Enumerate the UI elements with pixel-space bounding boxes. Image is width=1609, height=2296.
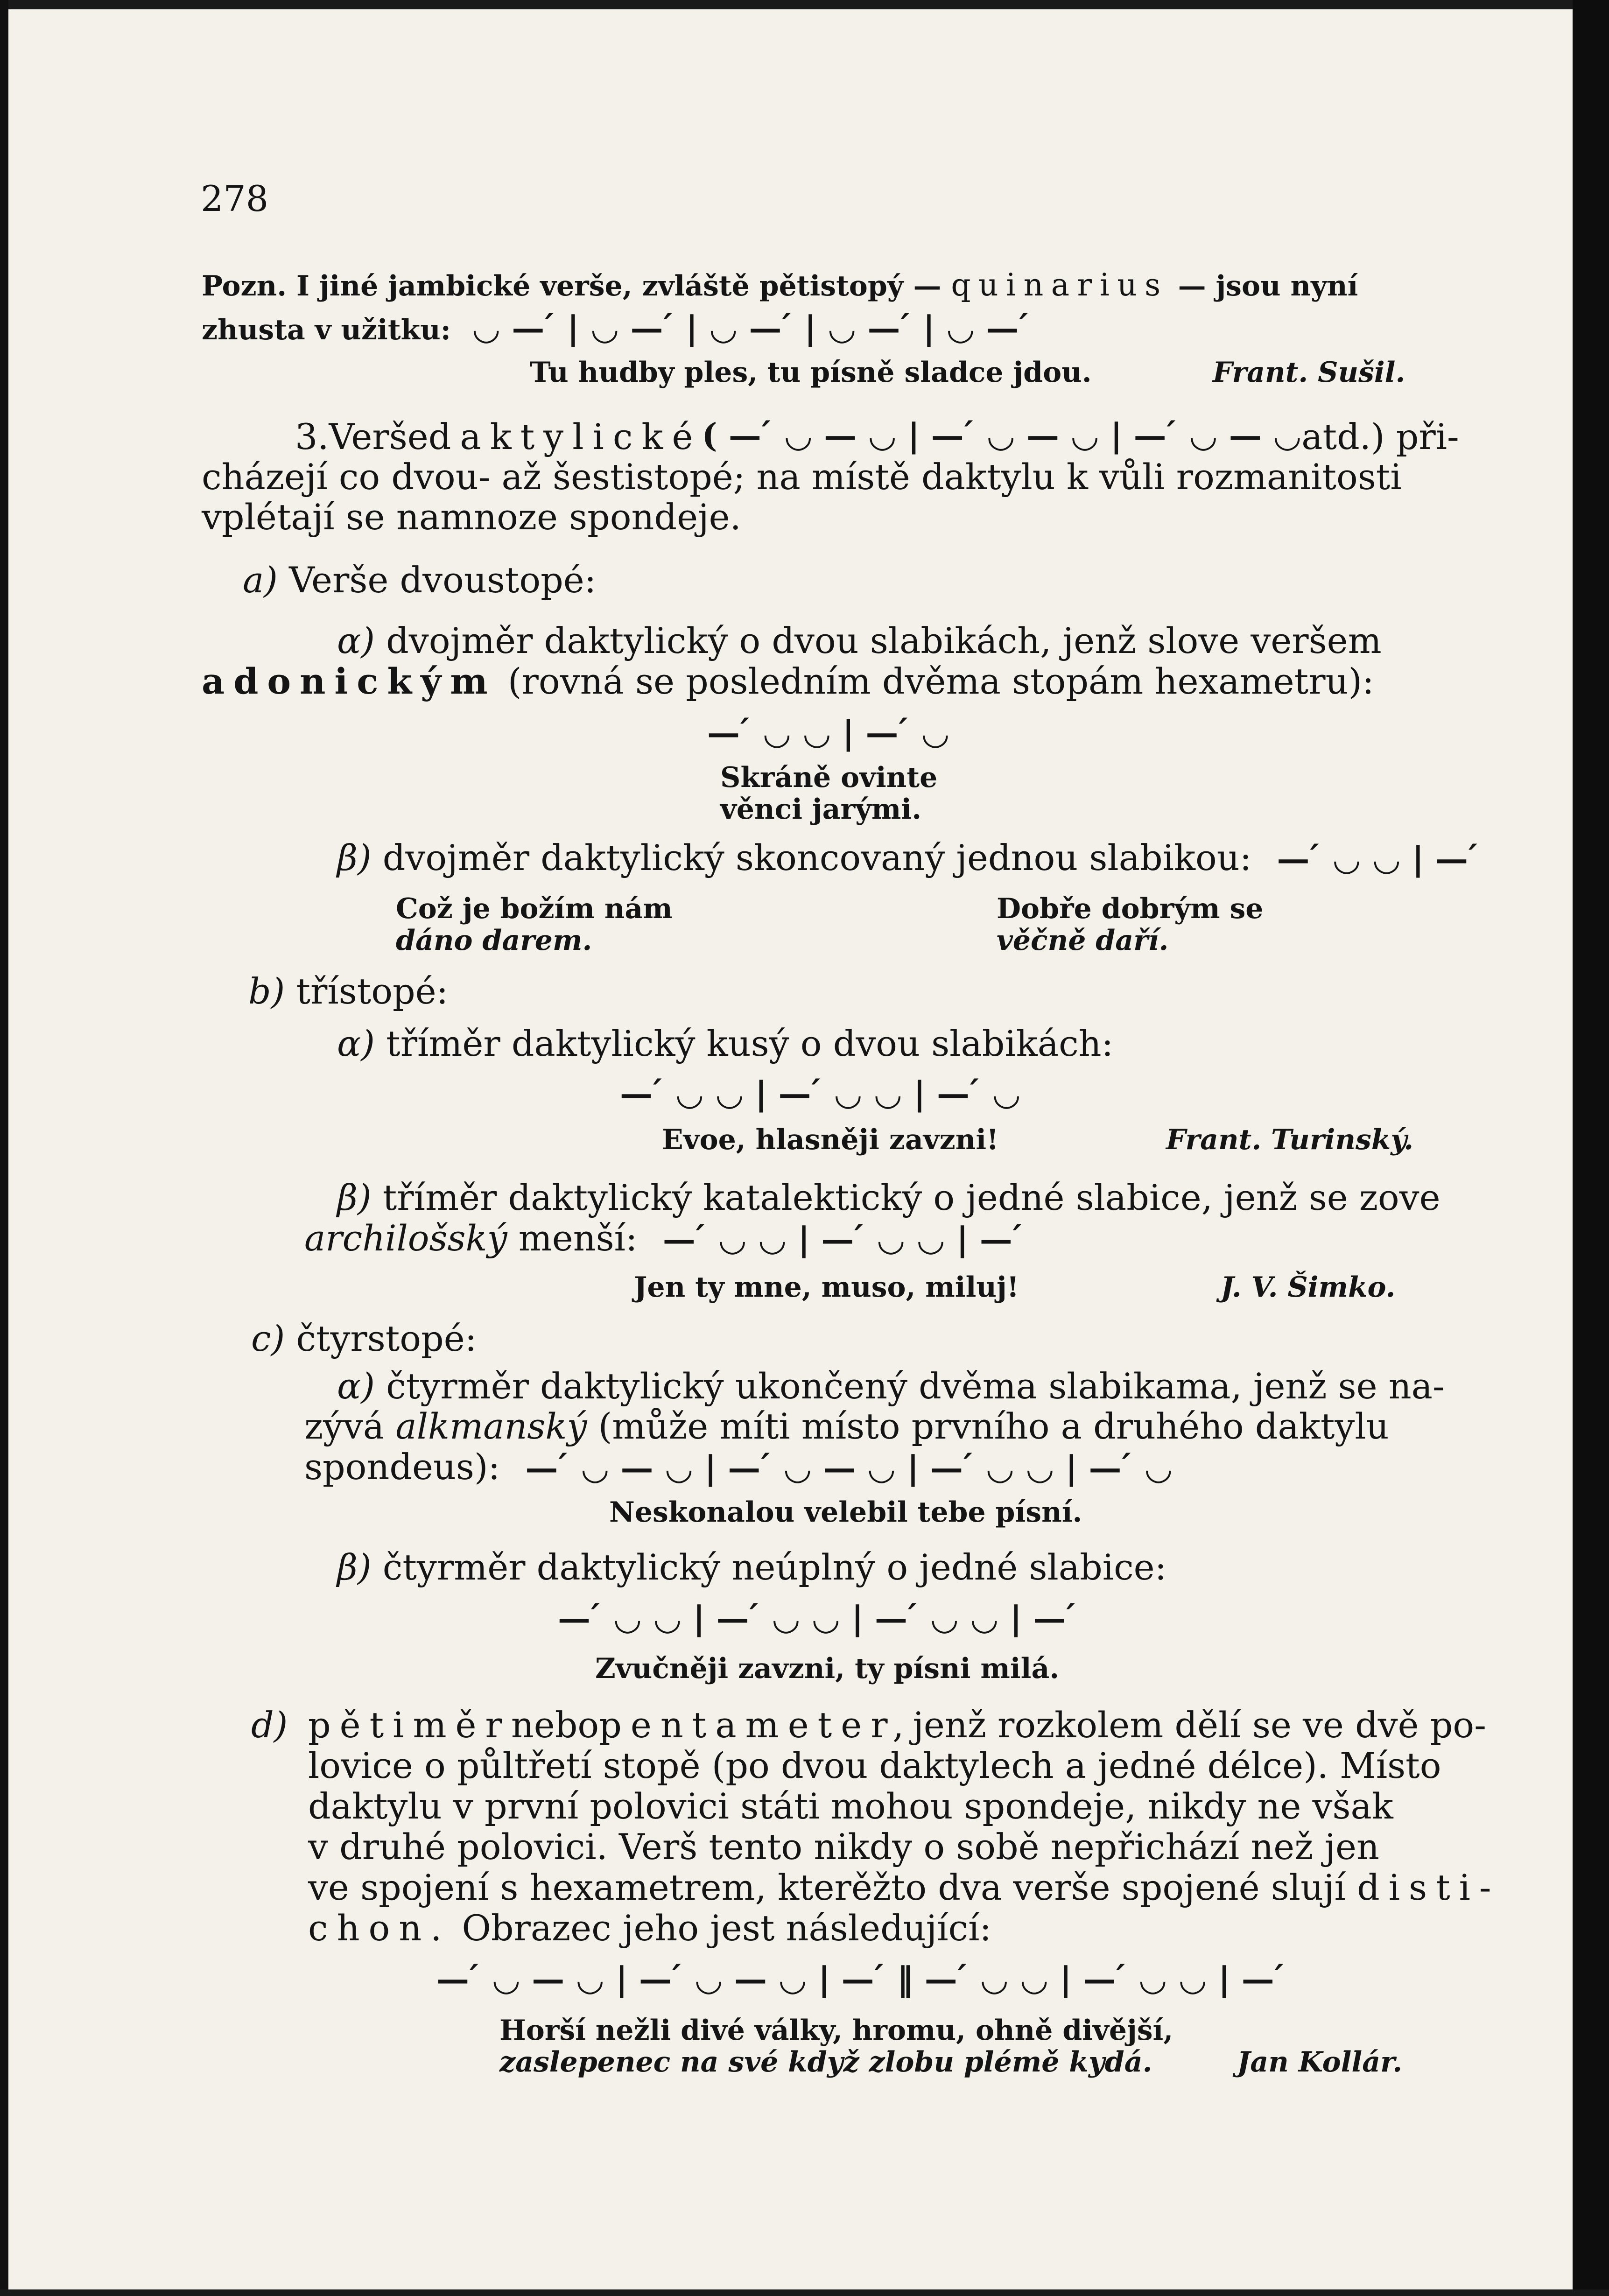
a-alpha-line-1 bbox=[337, 620, 1382, 661]
d-line-6 bbox=[308, 1907, 992, 1949]
c-title: čtyrstopé: bbox=[296, 1318, 477, 1359]
b-beta-text-1: tříměr daktylický katalektický o jedné slabice, jenž se zove bbox=[382, 1177, 1440, 1218]
d-example-1: Horší nežli divé války, hromu, ohně divější, bbox=[499, 2014, 1173, 2047]
c-alpha-line-1 bbox=[337, 1365, 1445, 1407]
c-beta-meter: — ́ ◡ ◡ | — ́ ◡ ◡ | — ́ ◡ ◡ | — ́ bbox=[558, 1599, 1077, 1637]
a-alpha-text-1: dvojměr daktylický o dvou slabikách, jenž slove veršem bbox=[386, 620, 1382, 661]
a-title: Verše dvoustopé: bbox=[289, 559, 597, 601]
d-label: d) bbox=[251, 1704, 288, 1746]
b-beta-example: Jen ty mne, muso, miluj! bbox=[634, 1271, 1019, 1304]
d-line-5 bbox=[308, 1867, 1500, 1908]
note-text-1b: — jsou nyní bbox=[1178, 270, 1358, 302]
d-text-6: Obrazec jeho jest následující: bbox=[462, 1907, 992, 1949]
c-alpha-text-1: čtyrměr daktylický ukončený dvěma slabikama, jenž se na- bbox=[386, 1365, 1445, 1407]
scan-border-top bbox=[0, 0, 1609, 9]
d-line-2: lovice o půltřetí stopě (po dvou daktylech a jedné délce). Místo bbox=[308, 1745, 1441, 1786]
d-term-1: pětiměr bbox=[308, 1704, 511, 1746]
c-alpha-term: alkmanský bbox=[395, 1405, 587, 1447]
c-alpha-label: α) bbox=[337, 1365, 375, 1407]
section3-pre: Verše bbox=[329, 416, 429, 457]
c-alpha-meter: — ́ ◡ — ◡ | — ́ ◡ — ◡ | — ́ ◡ ◡ | — ́ ◡ bbox=[525, 1448, 1173, 1487]
c-beta-label: β) bbox=[337, 1546, 372, 1588]
a-beta-example-left-2: dáno darem. bbox=[396, 924, 592, 957]
b-alpha-example: Evoe, hlasněji zavzni! bbox=[662, 1123, 999, 1156]
a-alpha-example-2: věnci jarými. bbox=[720, 793, 922, 826]
b-beta-line-2 bbox=[304, 1217, 1024, 1259]
a-label: a) bbox=[243, 559, 278, 601]
d-term-3: disti- bbox=[1357, 1867, 1500, 1908]
section3-line-2: cházejí co dvou- až šestistopé; na místě daktylu k vůli rozmanitosti bbox=[202, 456, 1402, 498]
b-heading bbox=[248, 970, 449, 1012]
a-alpha-label: α) bbox=[337, 620, 375, 661]
note-term: quinarius bbox=[951, 267, 1168, 303]
section3-num: 3. bbox=[295, 416, 329, 457]
b-beta-label: β) bbox=[337, 1177, 372, 1218]
d-text-5: ve spojení s hexametrem, kterěžto dva verše spojené slují bbox=[308, 1867, 1346, 1908]
b-label: b) bbox=[248, 970, 285, 1012]
section3-line1-end: atd.) při- bbox=[1301, 416, 1459, 457]
c-alpha-line-2 bbox=[304, 1405, 1389, 1447]
d-term-4: chon. bbox=[308, 1907, 451, 1949]
section3-line-3: vplétají se namnoze spondeje. bbox=[202, 496, 741, 538]
a-beta-example-left-1: Což je božím nám bbox=[396, 892, 673, 925]
b-beta-term: archilošský bbox=[304, 1217, 507, 1259]
d-example-2: zaslepenec na své když zlobu plémě kydá. bbox=[499, 2046, 1152, 2078]
page-number: 278 bbox=[201, 178, 269, 219]
section3-meter: ( — ́ ◡ — ◡ | — ́ ◡ — ◡ | — ́ ◡ — ◡ bbox=[702, 416, 1302, 455]
a-alpha-meter: — ́ ◡ ◡ | — ́ ◡ bbox=[707, 713, 950, 752]
c-alpha-text-3: spondeus): bbox=[304, 1446, 500, 1488]
note-line-1 bbox=[202, 267, 1358, 303]
d-text-1a: nebo bbox=[511, 1704, 599, 1746]
note-text-2: zhusta v užitku: bbox=[202, 314, 451, 346]
b-beta-line-1 bbox=[337, 1177, 1440, 1218]
scan-border-left bbox=[0, 0, 8, 2296]
c-heading bbox=[251, 1318, 477, 1359]
a-beta-meter: — ́ ◡ ◡ | — ́ bbox=[1277, 839, 1480, 878]
a-alpha-line-2 bbox=[202, 660, 1374, 702]
c-beta-line bbox=[337, 1546, 1167, 1588]
b-beta-author: J. V. Šimko. bbox=[1221, 1271, 1396, 1304]
c-alpha-text-2b: (může míti místo prvního a druhého daktylu bbox=[598, 1405, 1389, 1447]
a-beta-text: dvojměr daktylický skoncovaný jednou slabikou: bbox=[382, 837, 1252, 878]
note-line-2 bbox=[202, 309, 1030, 347]
scan-border-right bbox=[1573, 0, 1609, 2296]
a-beta-label: β) bbox=[337, 837, 372, 878]
c-alpha-line-3 bbox=[304, 1446, 1173, 1488]
note-author: Frant. Sušil. bbox=[1213, 356, 1405, 389]
section3-line-1 bbox=[295, 416, 1459, 457]
a-heading bbox=[243, 559, 597, 601]
a-alpha-text-2: (rovná se posledním dvěma stopám hexametru): bbox=[507, 660, 1374, 702]
b-alpha-meter: — ́ ◡ ◡ | — ́ ◡ ◡ | — ́ ◡ bbox=[620, 1074, 1021, 1113]
a-alpha-example-1: Skráně ovinte bbox=[720, 761, 938, 794]
d-line-1 bbox=[308, 1704, 1486, 1746]
c-beta-example: Zvučněji zavzni, ty písni milá. bbox=[595, 1652, 1060, 1685]
note-example: Tu hudby ples, tu písně sladce jdou. bbox=[530, 356, 1092, 389]
b-title: třístopé: bbox=[296, 970, 449, 1012]
d-meter: — ́ ◡ — ◡ | — ́ ◡ — ◡ | — ́ ‖ — ́ ◡ ◡ | — ́ ◡ ◡ | — ́ bbox=[436, 1959, 1286, 1998]
note-meter: ◡ — ́ | ◡ — ́ | ◡ — ́ | ◡ — ́ | ◡ — ́ bbox=[471, 309, 1030, 347]
c-label: c) bbox=[251, 1318, 285, 1359]
b-alpha-text: tříměr daktylický kusý o dvou slabikách: bbox=[386, 1023, 1114, 1064]
section3-term: daktylické bbox=[428, 416, 702, 457]
d-term-2: pentameter, bbox=[599, 1704, 913, 1746]
a-beta-example-right-1: Dobře dobrým se bbox=[997, 892, 1264, 925]
scan-border-bottom bbox=[0, 2289, 1609, 2296]
b-alpha-label: α) bbox=[337, 1023, 375, 1064]
b-alpha-author: Frant. Turinský. bbox=[1166, 1123, 1414, 1156]
d-author: Jan Kollár. bbox=[1237, 2046, 1403, 2078]
b-beta-text-2: menší: bbox=[518, 1217, 638, 1259]
note-text-1: I jiné jambické verše, zvláště pětistopý — bbox=[296, 270, 942, 302]
a-beta-example-right-2: věčně daří. bbox=[997, 924, 1169, 957]
d-text-1b: jenž rozkolem dělí se ve dvě po- bbox=[913, 1704, 1486, 1746]
c-alpha-example: Neskonalou velebil tebe písní. bbox=[609, 1496, 1082, 1529]
c-beta-text: čtyrměr daktylický neúplný o jedné slabice: bbox=[382, 1546, 1167, 1588]
a-alpha-term: adonickým bbox=[202, 660, 497, 702]
d-line-3: daktylu v první polovici státi mohou spondeje, nikdy ne však bbox=[308, 1785, 1393, 1827]
b-alpha-line bbox=[337, 1023, 1114, 1064]
b-beta-meter: — ́ ◡ ◡ | — ́ ◡ ◡ | — ́ bbox=[662, 1220, 1024, 1258]
c-alpha-text-2a: zývá bbox=[304, 1405, 385, 1447]
d-line-4: v druhé polovici. Verš tento nikdy o sobě nepřichází než jen bbox=[308, 1826, 1379, 1868]
note-label: Pozn. bbox=[202, 270, 287, 302]
a-beta-line bbox=[337, 837, 1480, 878]
